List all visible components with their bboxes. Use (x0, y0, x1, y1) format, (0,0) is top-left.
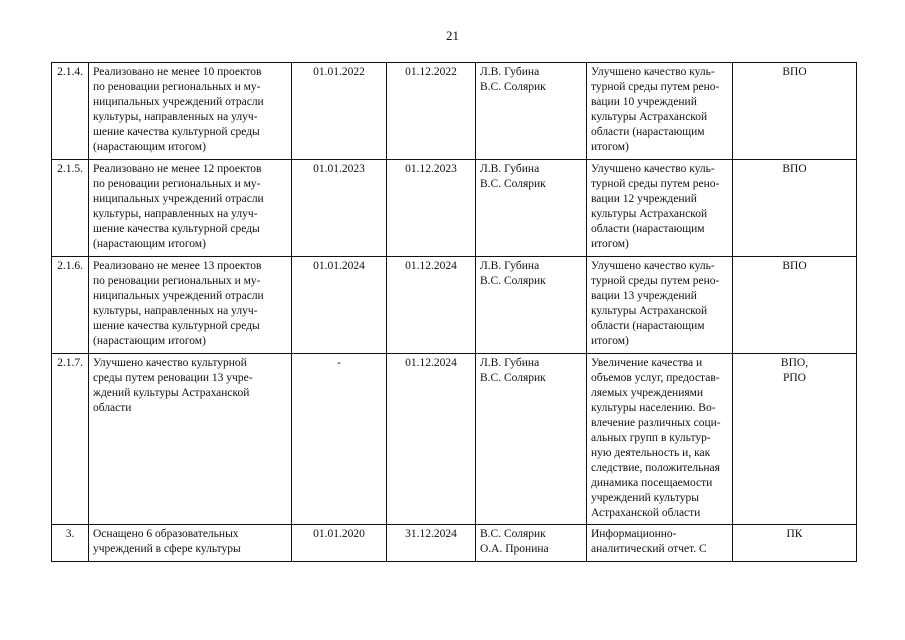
result-line: Информационно- (591, 528, 677, 540)
event-description (89, 525, 292, 562)
description-line: по реновации региональных и му- (93, 178, 261, 190)
responsible-persons (476, 63, 587, 160)
result-line: вации 10 учреждений (591, 96, 697, 108)
result-line: Улучшено качество куль- (591, 163, 715, 175)
result-line: влечение различных соци- (591, 417, 721, 429)
description-line: ниципальных учреждений отрасли (93, 290, 264, 302)
control-type (733, 160, 857, 257)
event-description (89, 257, 292, 354)
control-type-line: ВПО, (780, 357, 809, 369)
result-line: области (нарастающим (591, 223, 705, 235)
start-date: 01.01.2020 (292, 525, 387, 562)
plan-table (51, 62, 857, 562)
description-line: шение качества культурной среды (93, 223, 260, 235)
result-line: аналитический отчет. С (591, 543, 707, 555)
description-line: (нарастающим итогом) (93, 141, 206, 153)
result-line: Астраханской области (591, 507, 701, 519)
expected-result (587, 257, 733, 354)
table-row (52, 525, 857, 562)
description-line: культуры, направленных на улуч- (93, 305, 258, 317)
result-line: альных групп в культур- (591, 432, 711, 444)
end-date: 01.12.2024 (387, 257, 476, 354)
responsible-name: Л.В. Губина (480, 260, 540, 272)
description-line: ждений культуры Астраханской (93, 387, 250, 399)
control-type-line: ПК (786, 528, 803, 540)
responsible-name: Л.В. Губина (480, 66, 540, 78)
result-line: Улучшено качество куль- (591, 66, 715, 78)
result-line: культуры населению. Во- (591, 402, 716, 414)
event-description (89, 63, 292, 160)
start-date: 01.01.2023 (292, 160, 387, 257)
description-line: учреждений в сфере культуры (93, 543, 241, 555)
result-line: турной среды путем рено- (591, 178, 720, 190)
start-date: - (292, 354, 387, 525)
responsible-name: Л.В. Губина (480, 163, 540, 175)
result-line: Улучшено качество куль- (591, 260, 715, 272)
control-type (733, 257, 857, 354)
description-line: области (93, 402, 132, 414)
end-date: 01.12.2023 (387, 160, 476, 257)
description-line: шение качества культурной среды (93, 126, 260, 138)
responsible-persons (476, 257, 587, 354)
result-line: учреждений культуры (591, 492, 699, 504)
item-number: 2.1.4. (52, 63, 89, 160)
expected-result (587, 160, 733, 257)
result-line: итогом) (591, 335, 629, 347)
description-line: среды путем реновации 13 учре- (93, 372, 253, 384)
result-line: культуры Астраханской (591, 208, 708, 220)
item-number: 3. (52, 525, 89, 562)
responsible-name: В.С. Солярик (480, 81, 546, 93)
expected-result (587, 354, 733, 525)
end-date: 01.12.2024 (387, 354, 476, 525)
event-description (89, 160, 292, 257)
result-line: объемов услуг, предостав- (591, 372, 720, 384)
table-row (52, 160, 857, 257)
control-type (733, 354, 857, 525)
control-type-line: ВПО (782, 66, 807, 78)
item-number: 2.1.5. (52, 160, 89, 257)
result-line: ляемых учреждениями (591, 387, 704, 399)
description-line: шение качества культурной среды (93, 320, 260, 332)
description-line: (нарастающим итогом) (93, 238, 206, 250)
control-type-line: РПО (782, 372, 806, 384)
result-line: области (нарастающим (591, 126, 705, 138)
description-line: культуры, направленных на улуч- (93, 208, 258, 220)
result-line: следствие, положительная (591, 462, 720, 474)
responsible-name: В.С. Солярик (480, 528, 546, 540)
item-number: 2.1.6. (52, 257, 89, 354)
result-line: ную деятельность и, как (591, 447, 711, 459)
description-line: Реализовано не менее 13 проектов (93, 260, 262, 272)
result-line: турной среды путем рено- (591, 81, 720, 93)
responsible-persons (476, 160, 587, 257)
start-date: 01.01.2022 (292, 63, 387, 160)
event-description (89, 354, 292, 525)
description-line: по реновации региональных и му- (93, 81, 261, 93)
item-number: 2.1.7. (52, 354, 89, 525)
result-line: вации 13 учреждений (591, 290, 697, 302)
description-line: ниципальных учреждений отрасли (93, 193, 264, 205)
control-type (733, 63, 857, 160)
responsible-name: В.С. Солярик (480, 275, 546, 287)
page-number: 21 (446, 28, 459, 43)
result-line: Увеличение качества и (591, 357, 703, 369)
control-type-line: ВПО (782, 260, 807, 272)
description-line: Реализовано не менее 10 проектов (93, 66, 262, 78)
result-line: турной среды путем рено- (591, 275, 720, 287)
description-line: Оснащено 6 образовательных (93, 528, 239, 540)
control-type (733, 525, 857, 562)
result-line: итогом) (591, 238, 629, 250)
description-line: Улучшено качество культурной (93, 357, 247, 369)
responsible-persons (476, 525, 587, 562)
responsible-name: В.С. Солярик (480, 372, 546, 384)
result-line: вации 12 учреждений (591, 193, 697, 205)
table-row (52, 257, 857, 354)
table-row (52, 63, 857, 160)
responsible-name: В.С. Солярик (480, 178, 546, 190)
result-line: культуры Астраханской (591, 111, 708, 123)
table-row (52, 354, 857, 525)
start-date: 01.01.2024 (292, 257, 387, 354)
result-line: итогом) (591, 141, 629, 153)
description-line: (нарастающим итогом) (93, 335, 206, 347)
end-date: 01.12.2022 (387, 63, 476, 160)
expected-result (587, 63, 733, 160)
result-line: области (нарастающим (591, 320, 705, 332)
description-line: культуры, направленных на улуч- (93, 111, 258, 123)
description-line: ниципальных учреждений отрасли (93, 96, 264, 108)
expected-result (587, 525, 733, 562)
result-line: культуры Астраханской (591, 305, 708, 317)
responsible-name: О.А. Пронина (480, 543, 549, 555)
responsible-persons (476, 354, 587, 525)
end-date: 31.12.2024 (387, 525, 476, 562)
control-type-line: ВПО (782, 163, 807, 175)
responsible-name: Л.В. Губина (480, 357, 540, 369)
result-line: динамика посещаемости (591, 477, 713, 489)
description-line: Реализовано не менее 12 проектов (93, 163, 262, 175)
description-line: по реновации региональных и му- (93, 275, 261, 287)
